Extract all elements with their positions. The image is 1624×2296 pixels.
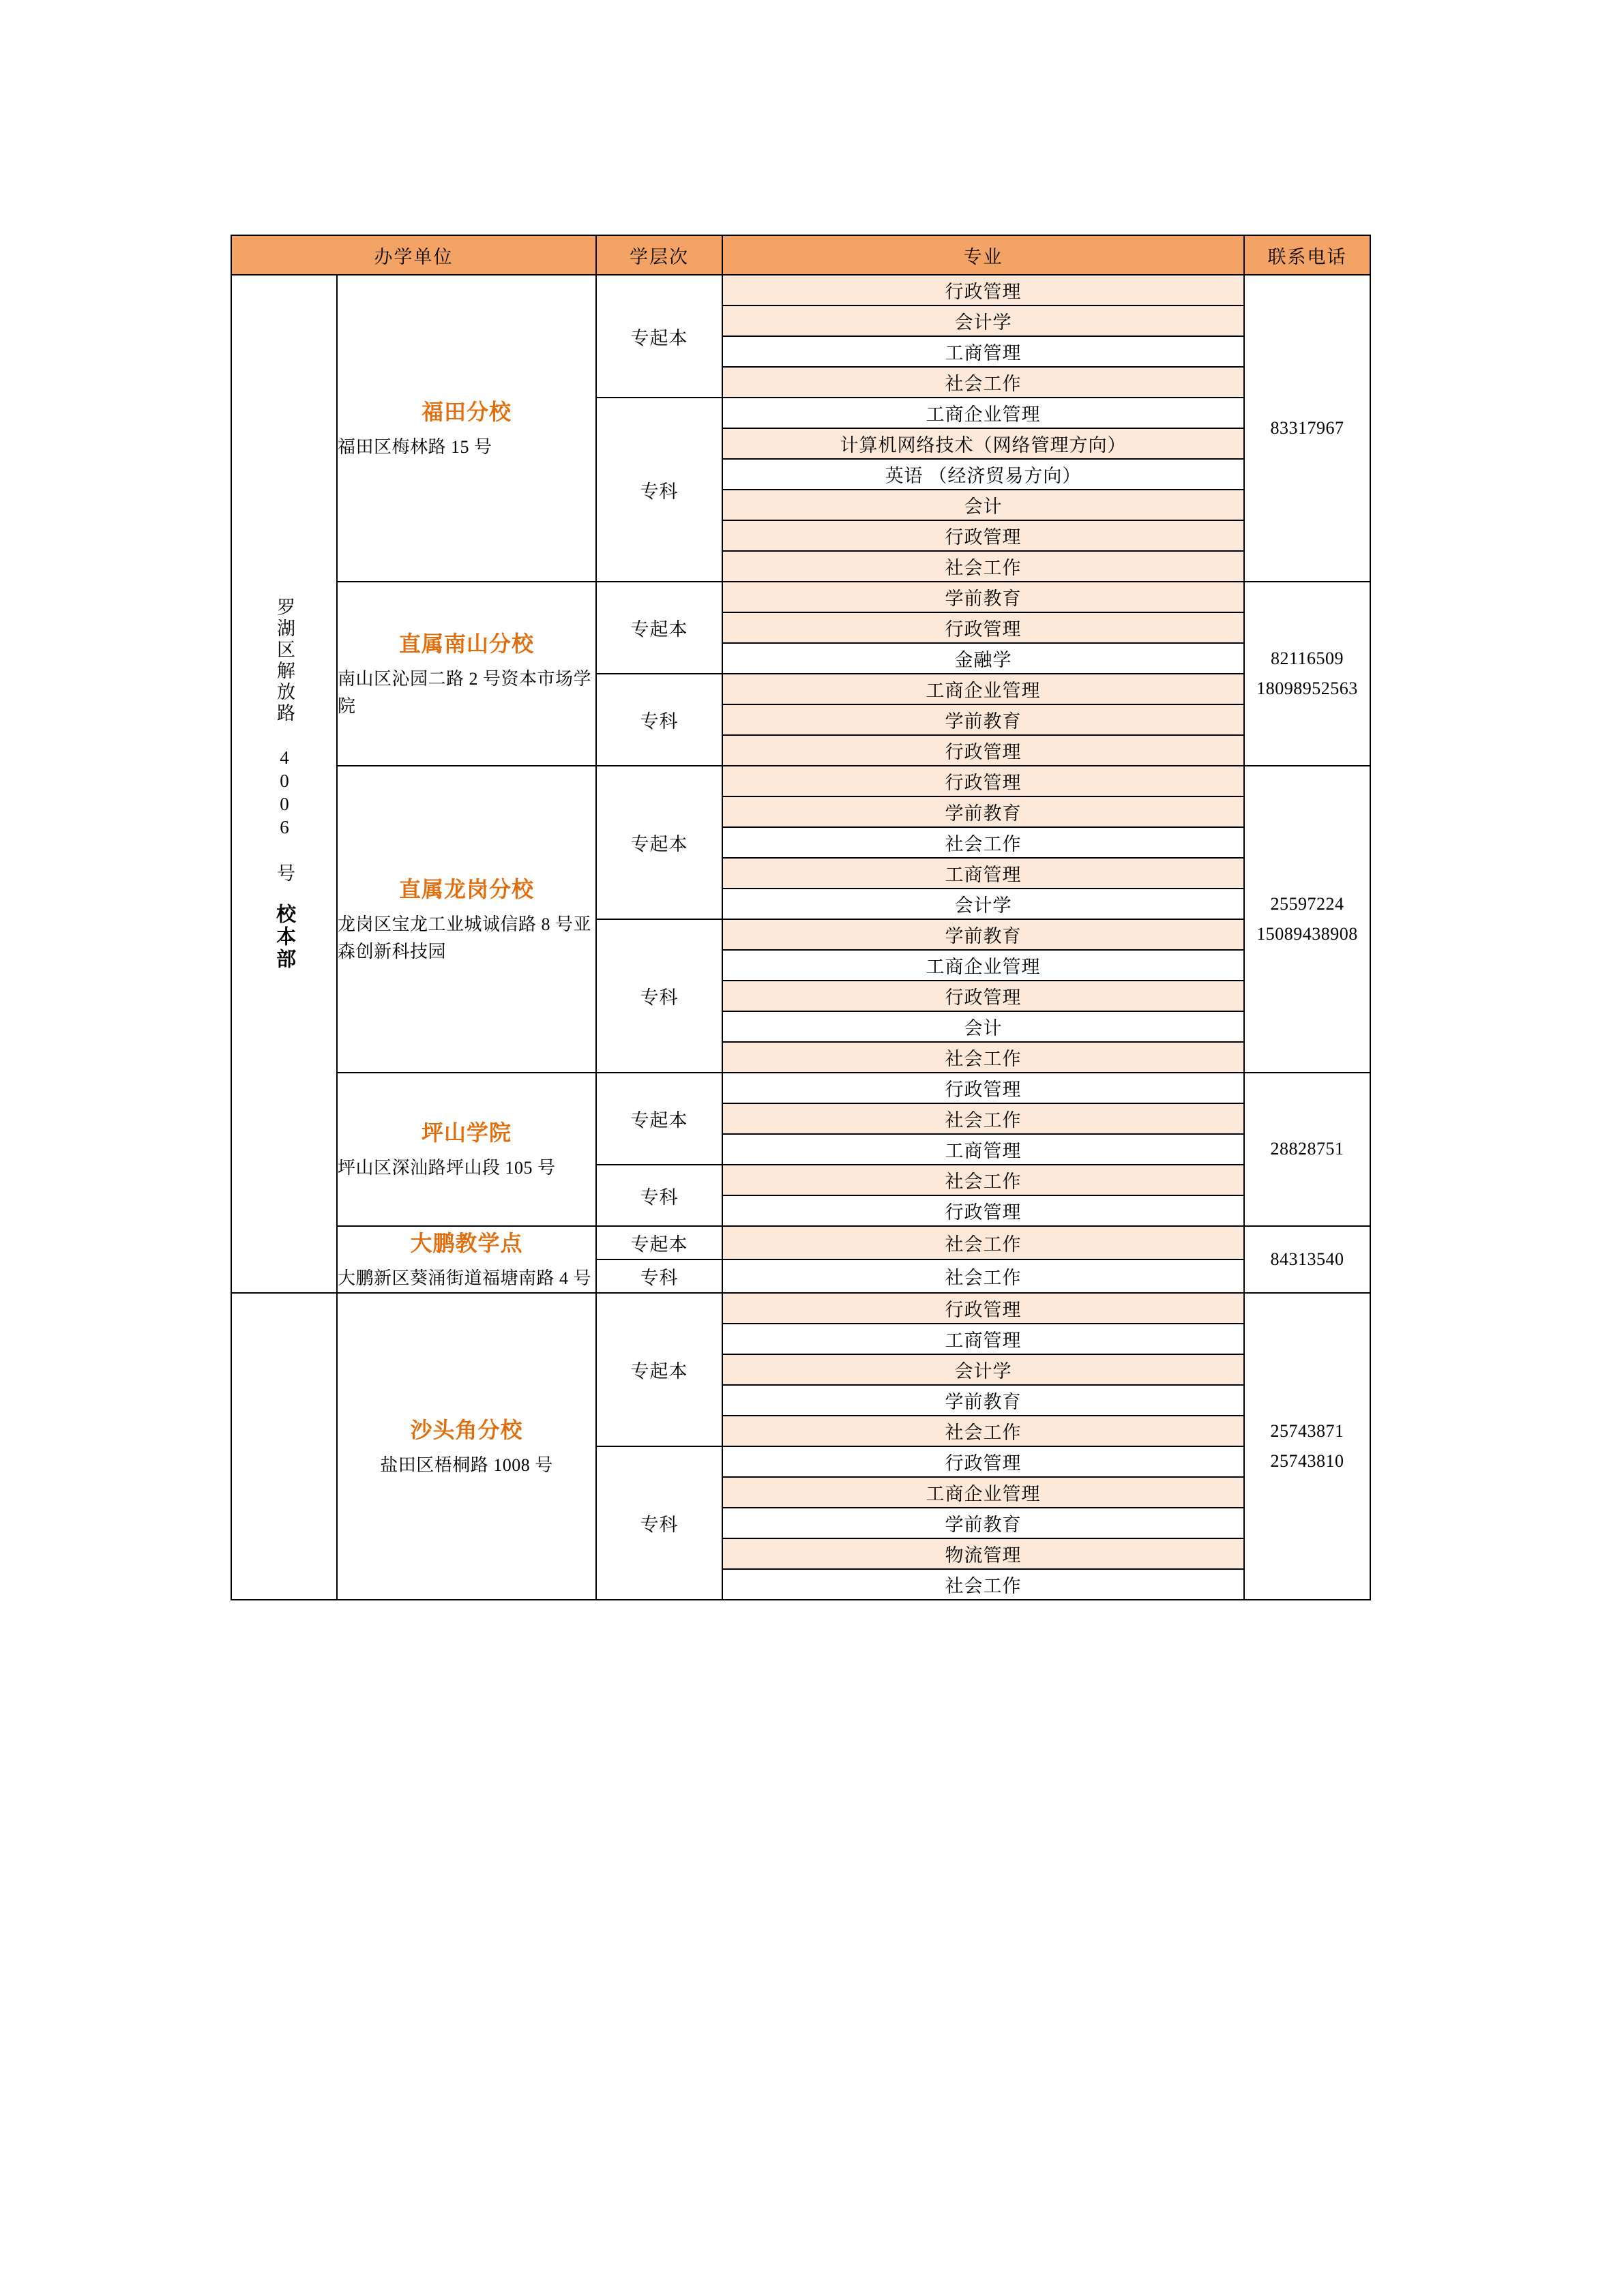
major-cell: 学前教育 bbox=[722, 796, 1244, 827]
unit-name: 直属龙岗分校 bbox=[398, 876, 534, 901]
table-row bbox=[231, 275, 1370, 305]
table-row bbox=[231, 1293, 1370, 1324]
major-cell: 工商管理 bbox=[722, 858, 1244, 889]
unit-address: 坪山区深汕路坪山段 105 号 bbox=[338, 1158, 556, 1178]
unit-address: 盐田区梧桐路 1008 号 bbox=[380, 1455, 553, 1476]
major-cell: 行政管理 bbox=[722, 1293, 1244, 1324]
campus-vertical-label bbox=[231, 275, 337, 1293]
major-cell: 工商企业管理 bbox=[722, 950, 1244, 981]
campus-address-vertical: 罗湖区解放路 4006 号 bbox=[274, 597, 295, 884]
column-header-phone: 联系电话 bbox=[1244, 235, 1370, 275]
major-cell: 英语 （经济贸易方向） bbox=[722, 459, 1244, 490]
level-cell: 专起本 bbox=[596, 1293, 722, 1446]
major-cell: 行政管理 bbox=[722, 275, 1244, 305]
major-cell: 行政管理 bbox=[722, 1446, 1244, 1477]
table-row bbox=[231, 1226, 1370, 1259]
major-cell: 学前教育 bbox=[722, 1508, 1244, 1538]
major-cell: 社会工作 bbox=[722, 1226, 1244, 1259]
major-cell: 工商企业管理 bbox=[722, 398, 1244, 428]
level-cell: 专科 bbox=[596, 1165, 722, 1226]
major-cell: 会计 bbox=[722, 1011, 1244, 1042]
unit-address: 福田区梅林路 15 号 bbox=[338, 436, 492, 457]
phone-cell: 84313540 bbox=[1244, 1226, 1370, 1293]
campus-name-vertical: 校本部 bbox=[274, 903, 296, 971]
major-cell: 物流管理 bbox=[722, 1538, 1244, 1569]
unit-name: 大鹏教学点 bbox=[410, 1231, 523, 1255]
major-cell: 社会工作 bbox=[722, 1416, 1244, 1446]
phone-cell: 83317967 bbox=[1244, 275, 1370, 582]
level-cell: 专起本 bbox=[596, 275, 722, 398]
major-cell: 行政管理 bbox=[722, 612, 1244, 643]
table-row bbox=[231, 766, 1370, 796]
major-cell: 会计学 bbox=[722, 889, 1244, 919]
major-cell: 学前教育 bbox=[722, 582, 1244, 612]
phone-cell: 28828751 bbox=[1244, 1073, 1370, 1226]
major-cell: 学前教育 bbox=[722, 1385, 1244, 1416]
major-cell: 计算机网络技术（网络管理方向） bbox=[722, 428, 1244, 459]
unit-cell bbox=[337, 582, 596, 766]
major-cell: 社会工作 bbox=[722, 827, 1244, 858]
unit-name: 直属南山分校 bbox=[398, 631, 534, 656]
major-cell: 社会工作 bbox=[722, 1569, 1244, 1600]
level-cell: 专起本 bbox=[596, 1226, 722, 1259]
major-cell: 金融学 bbox=[722, 643, 1244, 674]
unit-address: 大鹏新区葵涌街道福塘南路 4 号 bbox=[338, 1268, 592, 1288]
enrollment-table-wrapper bbox=[231, 235, 1370, 1600]
column-header-level: 学层次 bbox=[596, 235, 722, 275]
column-header-major: 专业 bbox=[722, 235, 1244, 275]
level-cell: 专科 bbox=[596, 1259, 722, 1293]
unit-address: 南山区沁园二路 2 号资本市场学院 bbox=[338, 668, 592, 716]
phone-cell: 25743871 25743810 bbox=[1244, 1293, 1370, 1600]
major-cell: 会计学 bbox=[722, 305, 1244, 336]
major-cell: 行政管理 bbox=[722, 766, 1244, 796]
campus-vertical-label bbox=[231, 1293, 337, 1600]
unit-cell bbox=[337, 1073, 596, 1226]
major-cell: 学前教育 bbox=[722, 704, 1244, 735]
level-cell: 专起本 bbox=[596, 766, 722, 919]
major-cell: 行政管理 bbox=[722, 735, 1244, 766]
unit-cell bbox=[337, 1293, 596, 1600]
level-cell: 专起本 bbox=[596, 1073, 722, 1165]
major-cell: 工商企业管理 bbox=[722, 1477, 1244, 1508]
major-cell: 行政管理 bbox=[722, 520, 1244, 551]
phone-cell: 25597224 15089438908 bbox=[1244, 766, 1370, 1073]
major-cell: 行政管理 bbox=[722, 981, 1244, 1011]
major-cell: 行政管理 bbox=[722, 1195, 1244, 1226]
major-cell: 社会工作 bbox=[722, 551, 1244, 582]
table-header bbox=[231, 235, 1370, 275]
level-cell: 专起本 bbox=[596, 582, 722, 674]
enrollment-table bbox=[231, 235, 1371, 1600]
major-cell: 会计 bbox=[722, 490, 1244, 520]
table-row bbox=[231, 582, 1370, 612]
major-cell: 工商管理 bbox=[722, 336, 1244, 367]
unit-name: 坪山学院 bbox=[421, 1120, 512, 1146]
table-header-row bbox=[231, 235, 1370, 275]
table-row bbox=[231, 1073, 1370, 1103]
table-body bbox=[231, 275, 1370, 1600]
major-cell: 工商企业管理 bbox=[722, 674, 1244, 704]
major-cell: 工商管理 bbox=[722, 1324, 1244, 1354]
level-cell: 专科 bbox=[596, 398, 722, 582]
unit-name: 福田分校 bbox=[421, 399, 512, 424]
unit-cell bbox=[337, 1226, 596, 1293]
unit-address: 龙岗区宝龙工业城诚信路 8 号亚森创新科技园 bbox=[338, 914, 592, 961]
major-cell: 学前教育 bbox=[722, 919, 1244, 950]
level-cell: 专科 bbox=[596, 674, 722, 766]
phone-cell: 82116509 18098952563 bbox=[1244, 582, 1370, 766]
unit-cell bbox=[337, 766, 596, 1073]
major-cell: 行政管理 bbox=[722, 1073, 1244, 1103]
unit-cell bbox=[337, 275, 596, 582]
major-cell: 社会工作 bbox=[722, 1103, 1244, 1134]
column-header-unit: 办学单位 bbox=[231, 235, 596, 275]
major-cell: 社会工作 bbox=[722, 367, 1244, 398]
unit-name: 沙头角分校 bbox=[410, 1418, 523, 1443]
major-cell: 工商管理 bbox=[722, 1134, 1244, 1165]
level-cell: 专科 bbox=[596, 1446, 722, 1600]
level-cell: 专科 bbox=[596, 919, 722, 1073]
major-cell: 社会工作 bbox=[722, 1165, 1244, 1195]
major-cell: 社会工作 bbox=[722, 1259, 1244, 1293]
major-cell: 会计学 bbox=[722, 1354, 1244, 1385]
major-cell: 社会工作 bbox=[722, 1042, 1244, 1073]
